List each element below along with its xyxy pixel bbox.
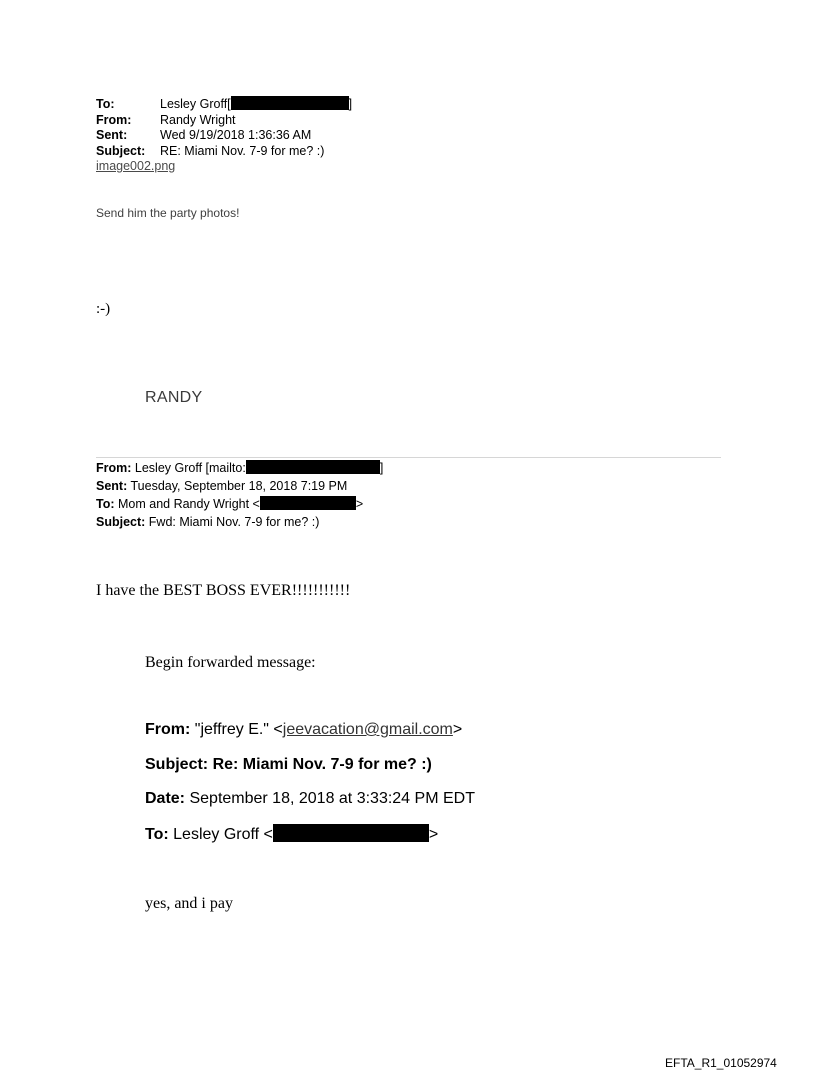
to-value: Lesley Groff[: [160, 97, 231, 111]
fw-to-row: [96, 495, 383, 513]
subject-label: Subject:: [96, 143, 146, 158]
to-label: To:: [96, 97, 115, 111]
attachment-link[interactable]: image002.png: [96, 159, 176, 173]
fm-to-close: >: [428, 826, 439, 843]
subject-value: RE: Miami Nov. 7-9 for me? :): [160, 143, 325, 158]
fw-sent-row: [96, 477, 383, 495]
redaction-box: [246, 460, 380, 474]
redaction-box: [273, 824, 429, 842]
fw-from-close: ]: [379, 461, 384, 475]
to-close: ]: [348, 97, 353, 111]
forward-line-1: I have the BEST BOSS EVER!!!!!!!!!!!: [96, 582, 351, 599]
fm-subject-row: [145, 756, 432, 774]
fm-subject-value: Re: Miami Nov. 7-9 for me? :): [212, 756, 432, 773]
fw-to-label: To:: [96, 497, 115, 511]
email-header: [96, 96, 352, 175]
fw-from-row: [96, 459, 383, 477]
redaction-box: [231, 96, 349, 110]
signature: RANDY: [145, 389, 203, 406]
fw-from-label: From:: [96, 461, 132, 475]
header-from-row: [96, 113, 352, 129]
document-id: EFTA_R1_01052974: [665, 1056, 777, 1070]
fm-date-row: [145, 790, 475, 808]
fw-subject-label: Subject:: [96, 515, 146, 529]
from-label: From:: [96, 112, 132, 127]
fm-from-close: >: [452, 721, 463, 738]
attachment-row: [96, 159, 352, 175]
header-divider: [96, 457, 721, 458]
header-to-row: [96, 96, 352, 113]
fm-from-email-link[interactable]: jeevacation@gmail.com: [282, 721, 453, 738]
fm-subject-label: Subject:: [145, 756, 209, 773]
sent-value: Wed 9/19/2018 1:36:36 AM: [160, 128, 312, 142]
header-sent-row: [96, 128, 352, 144]
fw-subject-row: [96, 513, 383, 531]
sent-label: Sent:: [96, 128, 128, 142]
forward-header: [96, 459, 383, 531]
begin-forwarded: Begin forwarded message:: [145, 654, 316, 671]
fm-date-label: Date:: [145, 790, 186, 807]
fm-from-label: From:: [145, 721, 191, 738]
fw-to-close: >: [355, 497, 364, 511]
reply-line-2: :-): [96, 301, 111, 317]
fm-date-value: September 18, 2018 at 3:33:24 PM EDT: [189, 790, 475, 807]
header-subject-row: [96, 144, 352, 160]
fm-to-row: [145, 824, 438, 844]
reply-line-1: Send him the party photos!: [96, 206, 240, 220]
from-value: Randy Wright: [160, 112, 236, 127]
redaction-box: [260, 496, 356, 510]
fw-sent-value: Tuesday, September 18, 2018 7:19 PM: [130, 479, 348, 493]
fm-body: yes, and i pay: [145, 895, 233, 912]
fm-from-row: [145, 721, 462, 739]
fm-to-label: To:: [145, 826, 169, 843]
fw-from-value: Lesley Groff [mailto:: [134, 461, 246, 475]
fw-sent-label: Sent:: [96, 479, 128, 493]
fw-subject-value: Fwd: Miami Nov. 7-9 for me? :): [148, 515, 320, 529]
fw-to-value: Mom and Randy Wright <: [118, 497, 260, 511]
fm-to-value: Lesley Groff <: [173, 826, 273, 843]
fm-from-name: "jeffrey E." <: [194, 721, 283, 738]
